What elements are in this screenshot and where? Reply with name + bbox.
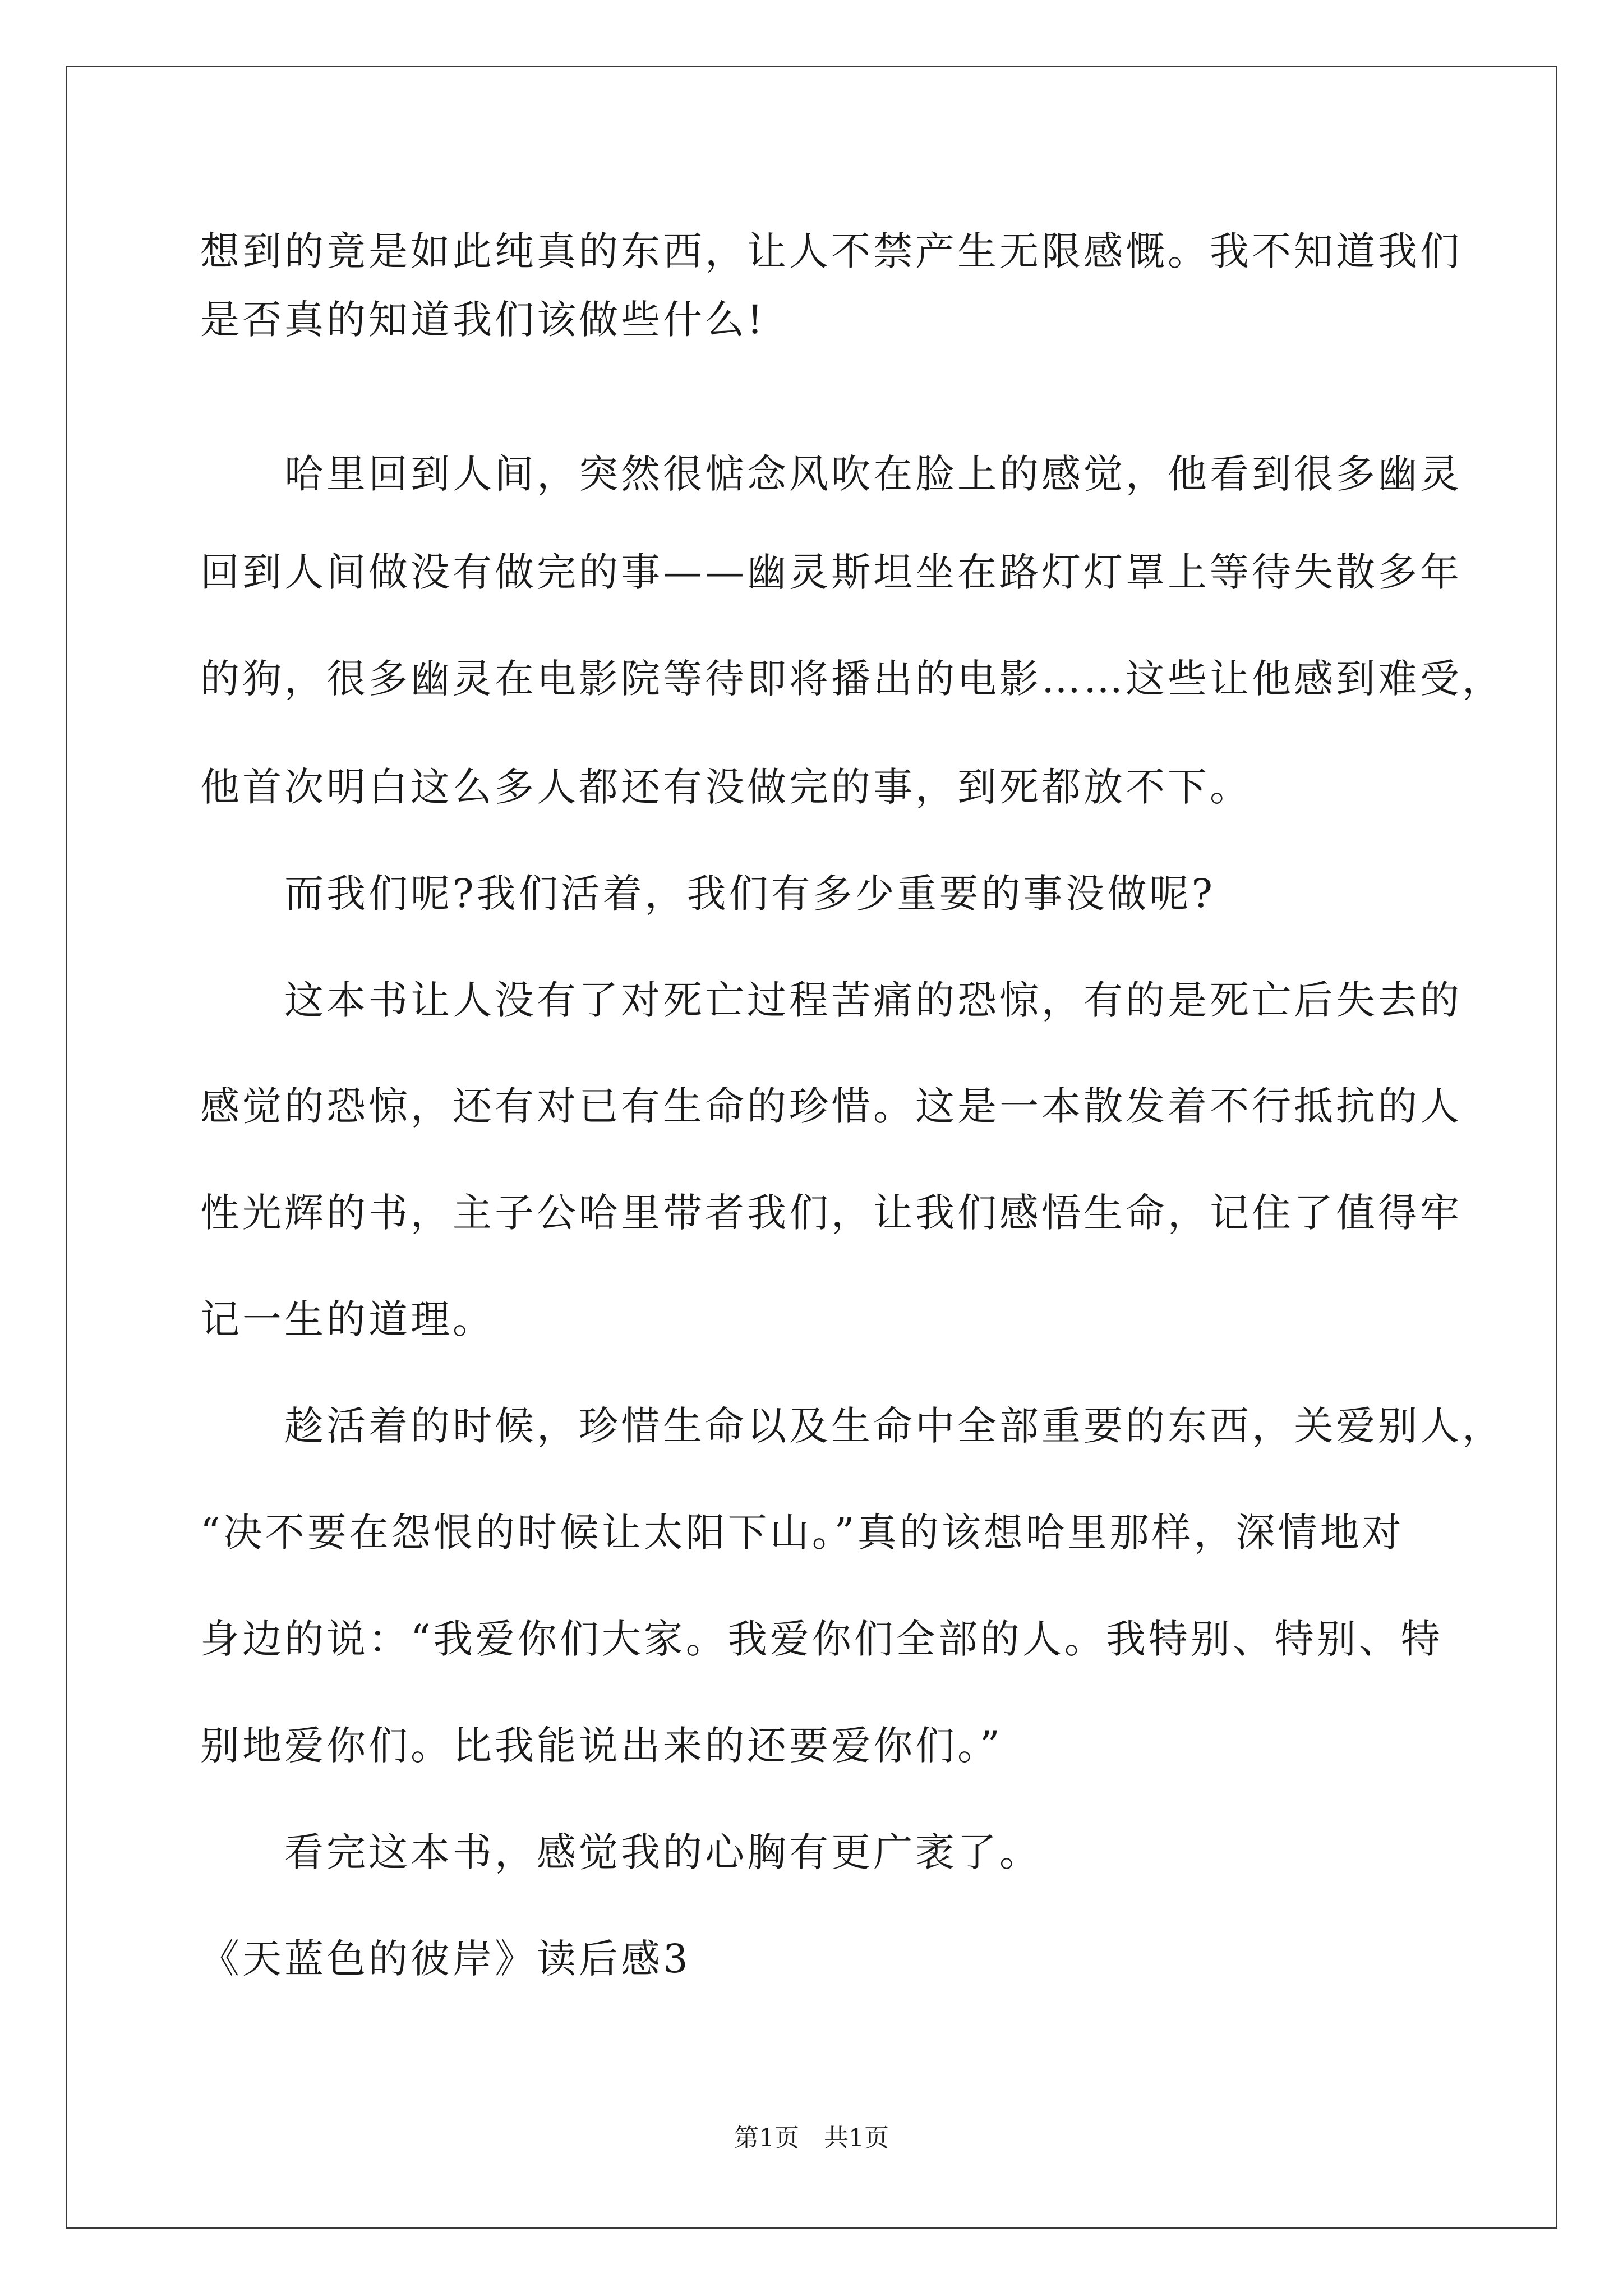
text-line: 他首次明白这么多人都还有没做完的事，到死都放不下。 [200, 764, 1252, 810]
text-line: 感觉的恐惊，还有对已有生命的珍惜。这是一本散发着不行抵抗的人 [200, 1083, 1462, 1129]
section-heading: 《天蓝色的彼岸》读后感3 [200, 1936, 691, 1982]
page-footer: 第1页 共1页 [734, 2124, 889, 2152]
text-line: 别地爱你们。比我能说出来的还要爱你们。” [200, 1723, 1003, 1769]
text-line: 的狗，很多幽灵在电影院等待即将播出的电影……这些让他感到难受， [200, 656, 1504, 702]
text-line: 是否真的知道我们该做些什么! [200, 297, 766, 343]
text-line: 记一生的道理。 [200, 1296, 495, 1342]
page-border [66, 66, 1557, 2229]
text-line: 性光辉的书，主子公哈里带者我们，让我们感悟生命，记住了值得牢 [200, 1190, 1462, 1236]
text-line: “决不要在怨恨的时候让太阳下山。”真的该想哈里那样，深情地对 [200, 1510, 1404, 1556]
text-line: 想到的竟是如此纯真的东西，让人不禁产生无限感慨。我不知道我们 [200, 228, 1462, 274]
text-line: 看完这本书，感觉我的心胸有更广袤了。 [200, 1829, 1041, 1875]
text-line: 这本书让人没有了对死亡过程苦痛的恐惊，有的是死亡后失去的 [200, 977, 1462, 1023]
text-line: 趁活着的时候，珍惜生命以及生命中全部重要的东西，关爱别人， [200, 1403, 1504, 1449]
text-line: 而我们呢?我们活着，我们有多少重要的事没做呢? [200, 871, 1216, 917]
text-line: 身边的说：“我爱你们大家。我爱你们全部的人。我特别、特别、特 [200, 1616, 1443, 1662]
text-line: 回到人间做没有做完的事——幽灵斯坦坐在路灯灯罩上等待失散多年 [200, 549, 1462, 595]
text-line: 哈里回到人间，突然很惦念风吹在脸上的感觉，他看到很多幽灵 [200, 451, 1462, 497]
